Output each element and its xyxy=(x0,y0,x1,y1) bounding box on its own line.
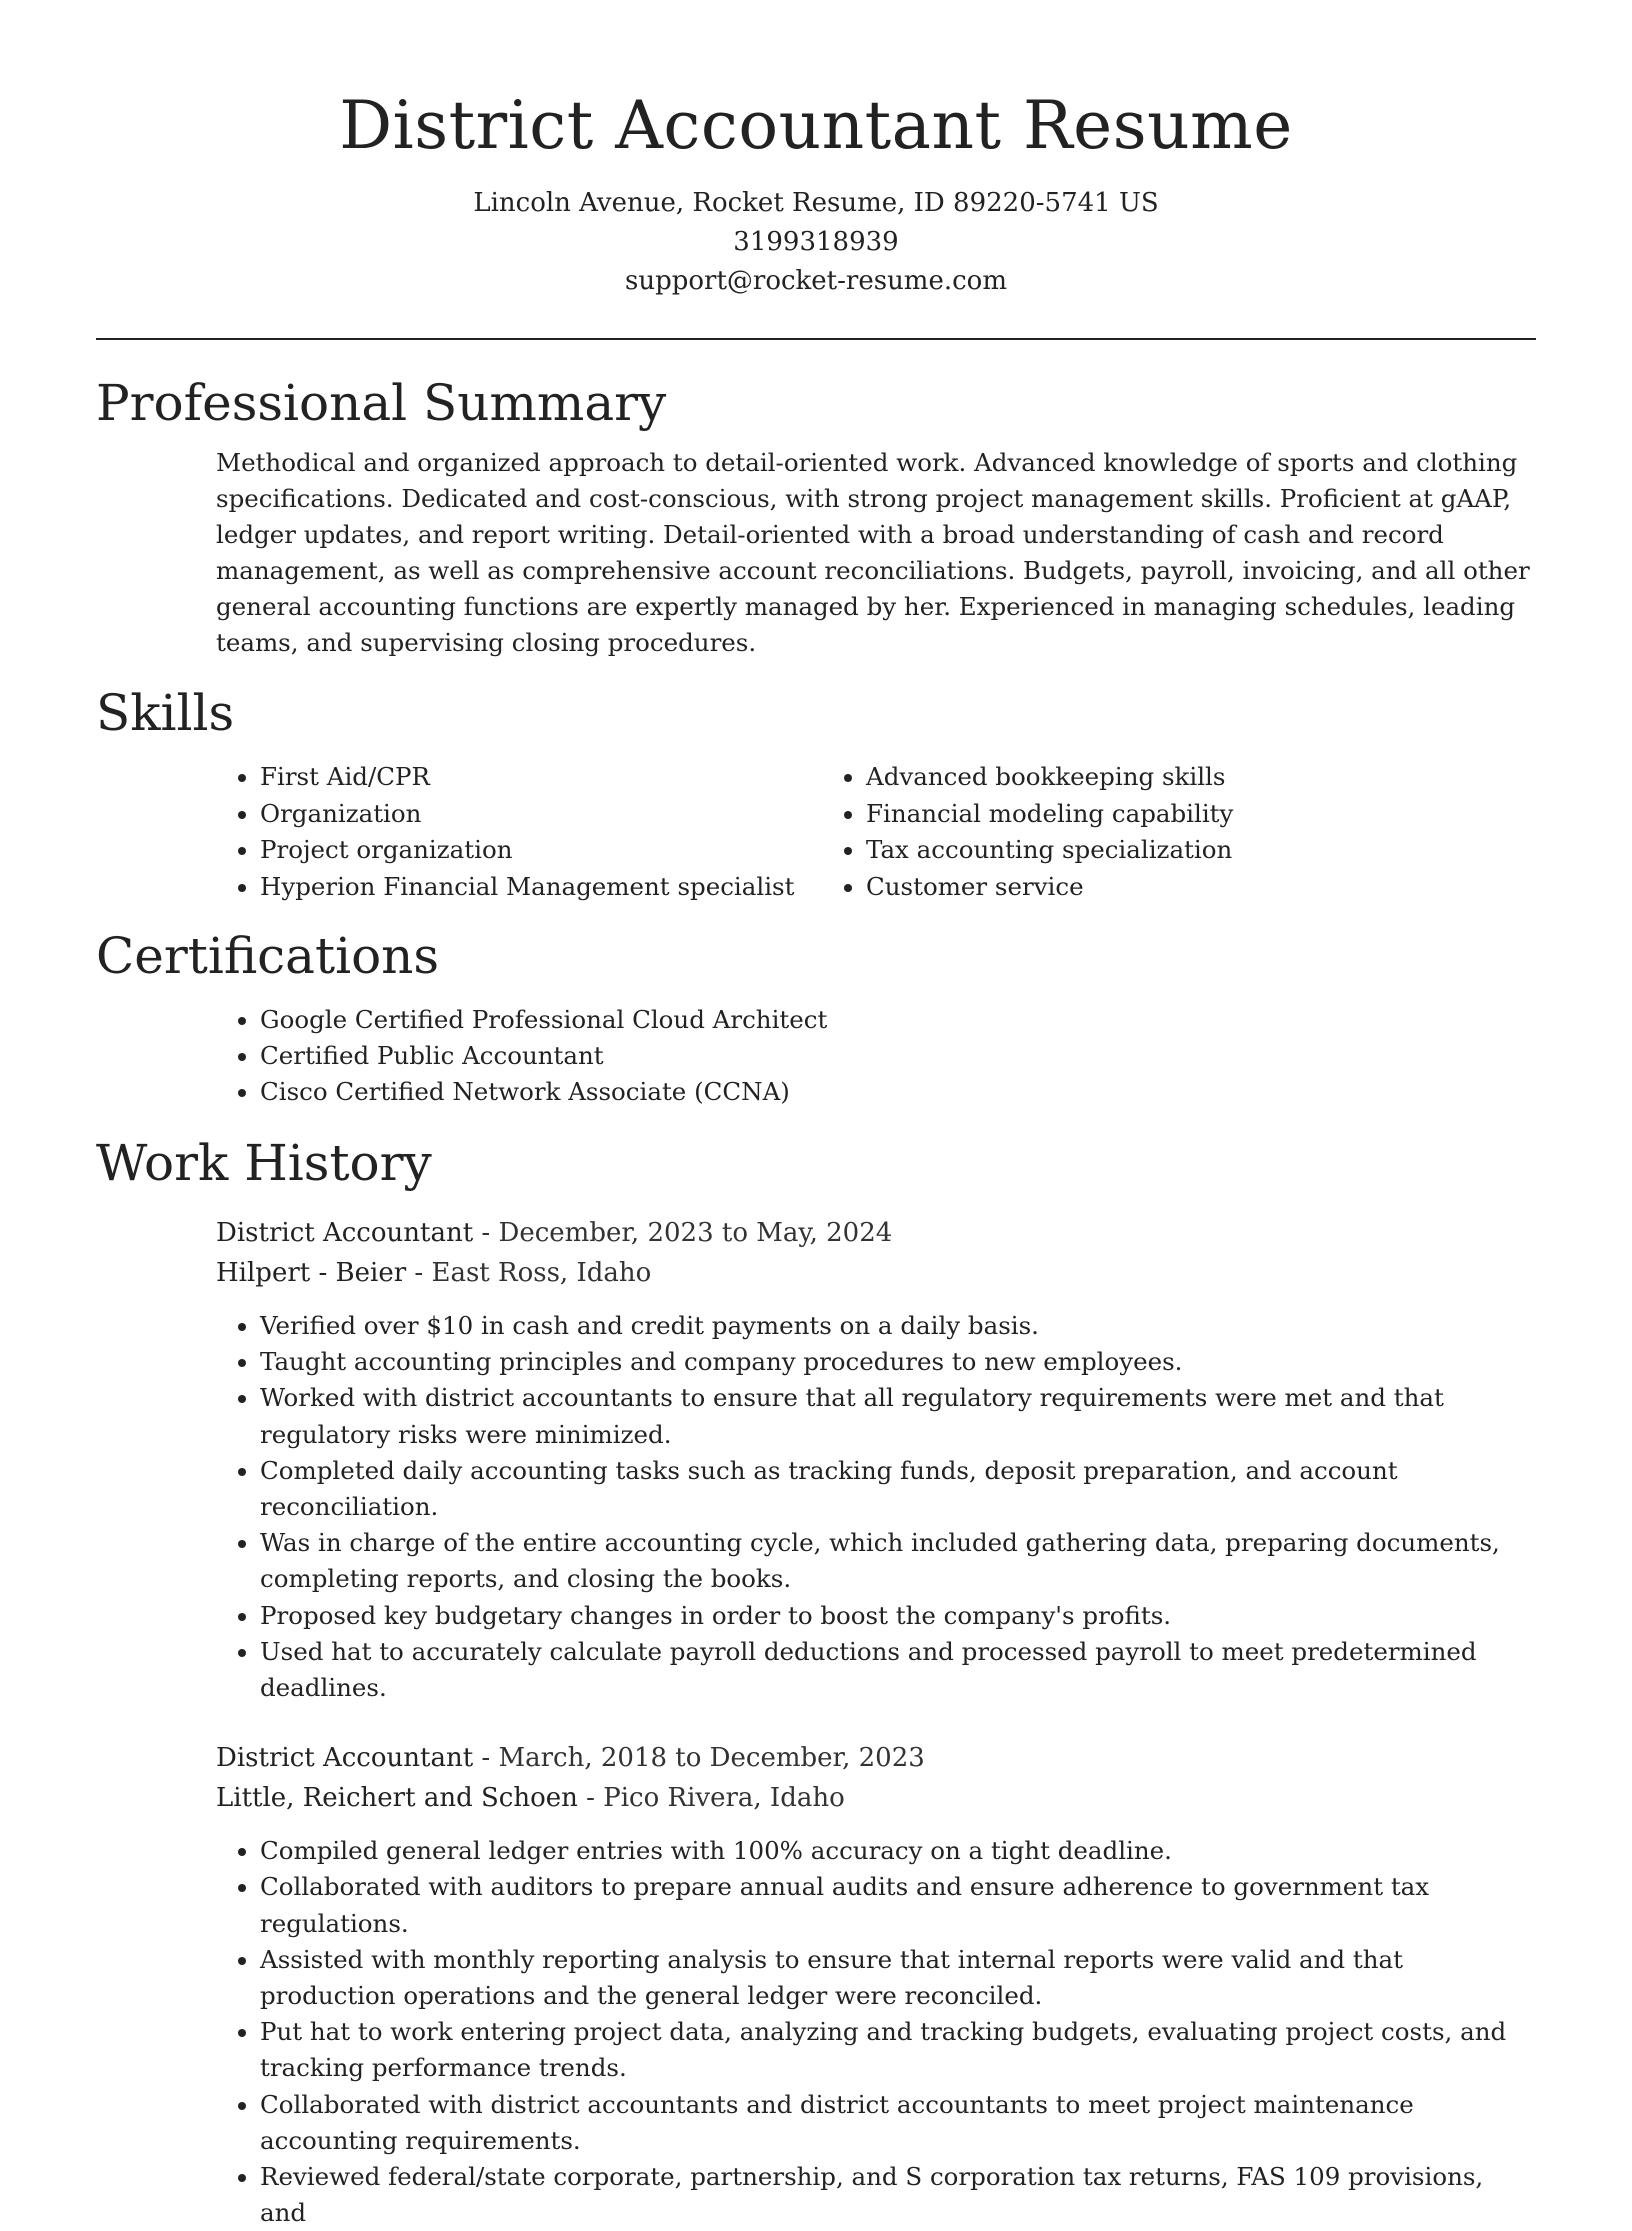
skills-heading: Skills xyxy=(96,684,235,742)
contact-email: support@rocket-resume.com xyxy=(624,266,1007,296)
job-location-separator: - xyxy=(577,1783,604,1814)
job-bullet: • Collaborated with auditors to prepare annual audits and ensure adherence to government tax regulations. xyxy=(260,1869,1536,1941)
job-location: Pico Rivera, Idaho xyxy=(603,1783,845,1814)
job-bullet: • Used hat to accurately calculate payroll deductions and processed payroll to meet predetermined deadlines. xyxy=(260,1634,1536,1706)
skill-item: • Tax accounting specialization xyxy=(866,832,1472,869)
certification-item: • Certified Public Accountant xyxy=(260,1038,1536,1074)
summary-text: Methodical and organized approach to detail-oriented work. Advanced knowledge of sports and clothing specifications. Dedicated and cost-conscious, with strong project management skills. Proficient at gAAP, ledger updates, and report writing. Detail-oriented with a broad understanding of cash and record management, as well as comprehensive account reconciliations. Budgets, payroll, invoicing, and all other general accounting functions are expertly managed by her. Experienced in managing schedules, leading teams, and supervising closing procedures. xyxy=(216,448,1530,657)
skill-item: • First Aid/CPR xyxy=(260,759,822,796)
job-bullets xyxy=(216,1308,1536,1706)
job-bullet: • Taught accounting principles and company procedures to new employees. xyxy=(260,1344,1536,1380)
work-history-section xyxy=(96,1133,1536,2231)
job-role: District Accountant xyxy=(216,1218,474,1248)
job-location-separator: - xyxy=(406,1258,432,1288)
skill-item: • Project organization xyxy=(260,832,822,869)
certifications-section xyxy=(96,926,1536,1110)
job-bullet: • Assisted with monthly reporting analysis to ensure that internal reports were valid and that production operations and the general ledger were reconciled. xyxy=(260,1942,1536,2014)
certifications-heading: Certifications xyxy=(96,927,440,985)
resume-page xyxy=(96,0,1536,2231)
header-divider xyxy=(96,338,1536,340)
contact-address: Lincoln Avenue, Rocket Resume, ID 89220-5741 US xyxy=(473,188,1159,218)
skills-list-left xyxy=(216,759,822,905)
skill-item: • Organization xyxy=(260,796,822,833)
resume-title: District Accountant Resume xyxy=(339,87,1293,164)
job-company-line xyxy=(216,1253,1536,1293)
skill-item: • Customer service xyxy=(866,869,1472,906)
skills-section xyxy=(96,683,1536,905)
job-dates-separator: - xyxy=(473,1218,499,1248)
job-bullet: • Compiled general ledger entries with 100% accuracy on a tight deadline. xyxy=(260,1833,1536,1869)
certifications-list xyxy=(216,1002,1536,1110)
skills-grid xyxy=(216,759,1536,905)
skill-item: • Hyperion Financial Management specialist xyxy=(260,869,822,906)
job-role: District Accountant xyxy=(216,1743,474,1774)
certification-item: • Google Certified Professional Cloud Architect xyxy=(260,1002,1536,1038)
job-bullet: • Completed daily accounting tasks such as tracking funds, deposit preparation, and account reconciliation. xyxy=(260,1453,1536,1525)
job-bullet: • Reviewed federal/state corporate, partnership, and S corporation tax returns, FAS 109 provisions, and xyxy=(260,2159,1536,2231)
summary-heading: Professional Summary xyxy=(96,374,667,432)
certification-item: • Cisco Certified Network Associate (CCNA) xyxy=(260,1074,1536,1110)
skill-item: • Financial modeling capability xyxy=(866,796,1472,833)
job-bullet: • Worked with district accountants to ensure that all regulatory requirements were met and that regulatory risks were minimized. xyxy=(260,1380,1536,1452)
job-location: East Ross, Idaho xyxy=(431,1258,652,1288)
job-entry xyxy=(216,1738,1536,2231)
job-bullet: • Verified over $10 in cash and credit payments on a daily basis. xyxy=(260,1308,1536,1344)
contact-phone: 3199318939 xyxy=(733,227,899,257)
summary-section xyxy=(96,373,1536,661)
resume-header xyxy=(96,0,1536,301)
job-dates-separator: - xyxy=(473,1743,499,1774)
job-company: Little, Reichert and Schoen xyxy=(216,1783,578,1814)
job-entry xyxy=(216,1213,1536,1706)
work-history-heading: Work History xyxy=(96,1134,432,1192)
job-bullet: • Collaborated with district accountants and district accountants to meet project maintenance accounting requirements. xyxy=(260,2087,1536,2159)
job-title-line xyxy=(216,1738,1536,1778)
skills-list-right xyxy=(822,759,1472,905)
job-bullet: • Was in charge of the entire accounting cycle, which included gathering data, preparing documents, completing reports, and closing the books. xyxy=(260,1525,1536,1597)
job-dates: March, 2018 to December, 2023 xyxy=(498,1743,925,1774)
skill-item: • Advanced bookkeeping skills xyxy=(866,759,1472,796)
job-bullets xyxy=(216,1833,1536,2231)
job-title-line xyxy=(216,1213,1536,1253)
job-company-line xyxy=(216,1778,1536,1818)
job-company: Hilpert - Beier xyxy=(216,1258,407,1288)
job-bullet: • Put hat to work entering project data, analyzing and tracking budgets, evaluating project costs, and tracking performance trends. xyxy=(260,2014,1536,2086)
job-dates: December, 2023 to May, 2024 xyxy=(498,1218,893,1248)
job-bullet: • Proposed key budgetary changes in order to boost the company's profits. xyxy=(260,1598,1536,1634)
